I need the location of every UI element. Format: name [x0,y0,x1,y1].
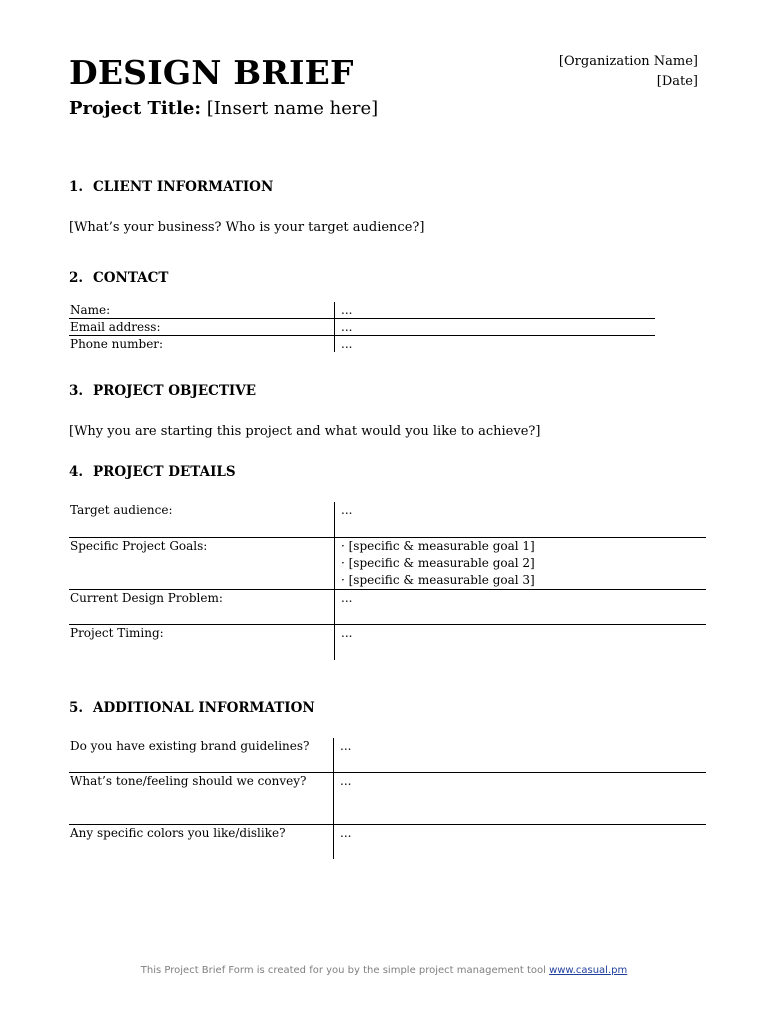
footer-text: This Project Brief Form is created for you by the simple project management tool [140,965,550,976]
details-label: Target audience: [70,503,173,517]
additional-label: What’s tone/feeling should we convey? [69,773,334,825]
list-item[interactable]: · [specific & measurable goal 1] [341,539,535,553]
document-title: DESIGN BRIEF [69,53,354,92]
project-title-value: [Insert name here] [201,98,379,119]
table-row [69,502,706,538]
table-row [69,302,655,319]
contact-label: Phone number: [69,336,335,353]
details-label: Specific Project Goals: [69,538,335,590]
list-item[interactable]: · [specific & measurable goal 2] [341,556,535,570]
additional-label: Do you have existing brand guidelines? [70,739,310,753]
organization-block [559,52,698,92]
table-row [69,825,706,860]
table-row [69,625,706,661]
contact-value[interactable]: ... [335,336,656,353]
organization-name: [Organization Name] [558,54,698,69]
section-heading-additional-information: 5. ADDITIONAL INFORMATION [69,700,315,716]
details-value[interactable]: ... [335,590,707,625]
table-row [69,590,706,625]
additional-label: Any specific colors you like/dislike? [69,825,334,860]
details-value[interactable]: ... [335,625,707,661]
additional-value[interactable]: ... [334,773,707,825]
list-item[interactable]: · [specific & measurable goal 3] [341,573,535,587]
details-value[interactable]: ... [335,502,707,538]
goals-list [335,538,707,590]
project-title [69,97,378,121]
section-heading-client-information: 1. CLIENT INFORMATION [69,179,274,195]
date: [Date] [656,74,698,89]
contact-label: Email address: [69,319,335,336]
section-heading-project-details: 4. PROJECT DETAILS [69,464,236,480]
contact-value[interactable]: ... [335,302,656,319]
project-details-table [69,502,706,660]
client-information-text: [What’s your business? Who is your target audience?] [69,220,425,235]
details-label: Current Design Problem: [69,590,335,625]
table-row [69,336,655,353]
table-row [69,738,706,773]
additional-value[interactable]: ... [334,738,707,773]
project-objective-text: [Why you are starting this project and what would you like to achieve?] [69,424,541,439]
contact-table [69,302,655,352]
details-label: Project Timing: [69,625,335,661]
footer-link[interactable]: www.casual.pm [549,965,628,976]
contact-value[interactable]: ... [335,319,656,336]
section-heading-contact: 2. CONTACT [69,270,169,286]
table-row [69,319,655,336]
project-title-label: Project Title: [69,98,202,119]
footer [0,964,768,978]
contact-label: Name: [70,303,111,317]
additional-value[interactable]: ... [334,825,707,860]
table-row [69,538,706,590]
section-heading-project-objective: 3. PROJECT OBJECTIVE [69,383,257,399]
table-row [69,773,706,825]
additional-information-table [69,738,706,859]
